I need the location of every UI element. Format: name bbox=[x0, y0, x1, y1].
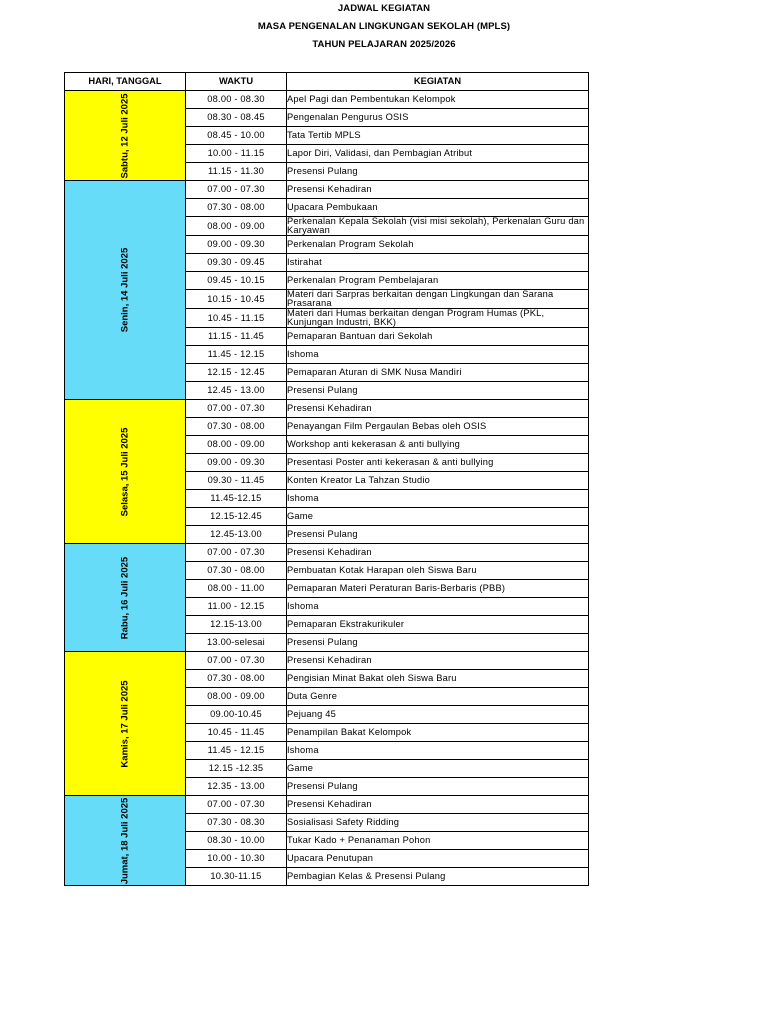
activity-cell: Presensi Kehadiran bbox=[287, 181, 589, 199]
activity-cell: Konten Kreator La Tahzan Studio bbox=[287, 472, 589, 490]
time-cell: 11.45-12.15 bbox=[186, 490, 287, 508]
time-cell: 12.45 - 13.00 bbox=[186, 382, 287, 400]
activity-cell: Presensi Kehadiran bbox=[287, 796, 589, 814]
time-cell: 10.00 - 10.30 bbox=[186, 850, 287, 868]
document-subtitle: MASA PENGENALAN LINGKUNGAN SEKOLAH (MPLS) bbox=[257, 21, 511, 32]
time-cell: 07.30 - 08.00 bbox=[186, 562, 287, 580]
time-cell: 08.00 - 09.00 bbox=[186, 436, 287, 454]
time-cell: 07.00 - 07.30 bbox=[186, 400, 287, 418]
time-cell: 12.15-12.45 bbox=[186, 508, 287, 526]
activity-cell: Upacara Penutupan bbox=[287, 850, 589, 868]
activity-cell: Game bbox=[287, 508, 589, 526]
time-cell: 08.00 - 09.00 bbox=[186, 688, 287, 706]
activity-cell: Pemaparan Materi Peraturan Baris-Berbaris (PBB) bbox=[287, 580, 589, 598]
table-row bbox=[65, 652, 589, 670]
day-cell bbox=[65, 400, 186, 544]
day-label: Senin, 14 Juli 2025 bbox=[119, 247, 131, 333]
activity-cell: Ishoma bbox=[287, 346, 589, 364]
time-cell: 09.45 - 10.15 bbox=[186, 272, 287, 290]
activity-cell: Duta Genre bbox=[287, 688, 589, 706]
time-cell: 07.00 - 07.30 bbox=[186, 181, 287, 199]
time-cell: 11.45 - 12.15 bbox=[186, 346, 287, 364]
table-row bbox=[65, 544, 589, 562]
activity-cell: Ishoma bbox=[287, 742, 589, 760]
time-cell: 08.30 - 08.45 bbox=[186, 109, 287, 127]
activity-cell: Game bbox=[287, 760, 589, 778]
time-cell: 10.30-11.15 bbox=[186, 868, 287, 886]
activity-cell: Materi dari Sarpras berkaitan dengan Lingkungan dan Sarana Prasarana bbox=[287, 290, 589, 309]
table-header-row bbox=[65, 73, 589, 91]
activity-cell: Presensi Pulang bbox=[287, 634, 589, 652]
activity-cell: Pemaparan Ekstrakurikuler bbox=[287, 616, 589, 634]
activity-cell: Presensi Pulang bbox=[287, 778, 589, 796]
table-row bbox=[65, 796, 589, 814]
activity-cell: Apel Pagi dan Pembentukan Kelompok bbox=[287, 91, 589, 109]
activity-cell: Presentasi Poster anti kekerasan & anti bullying bbox=[287, 454, 589, 472]
time-cell: 11.15 - 11.30 bbox=[186, 163, 287, 181]
time-cell: 10.45 - 11.45 bbox=[186, 724, 287, 742]
time-cell: 08.00 - 08.30 bbox=[186, 91, 287, 109]
activity-cell: Perkenalan Program Pembelajaran bbox=[287, 272, 589, 290]
day-cell bbox=[65, 544, 186, 652]
time-cell: 09.30 - 11.45 bbox=[186, 472, 287, 490]
activity-cell: Materi dari Humas berkaitan dengan Program Humas (PKL, Kunjungan Industri, BKK) bbox=[287, 309, 589, 328]
time-cell: 11.00 - 12.15 bbox=[186, 598, 287, 616]
day-label: Kamis, 17 Juli 2025 bbox=[119, 679, 131, 768]
time-cell: 07.00 - 07.30 bbox=[186, 796, 287, 814]
time-cell: 12.35 - 13.00 bbox=[186, 778, 287, 796]
time-cell: 10.15 - 10.45 bbox=[186, 290, 287, 309]
activity-cell: Workshop anti kekerasan & anti bullying bbox=[287, 436, 589, 454]
table-row bbox=[65, 181, 589, 199]
schedule-body bbox=[65, 91, 589, 886]
activity-cell: Pembuatan Kotak Harapan oleh Siswa Baru bbox=[287, 562, 589, 580]
time-cell: 07.00 - 07.30 bbox=[186, 544, 287, 562]
time-cell: 07.00 - 07.30 bbox=[186, 652, 287, 670]
time-cell: 09.00 - 09.30 bbox=[186, 454, 287, 472]
time-cell: 12.15 - 12.45 bbox=[186, 364, 287, 382]
activity-cell: Pengisian Minat Bakat oleh Siswa Baru bbox=[287, 670, 589, 688]
day-label: Rabu, 16 Juli 2025 bbox=[119, 556, 131, 639]
activity-cell: Penayangan Film Pergaulan Bebas oleh OSIS bbox=[287, 418, 589, 436]
activity-cell: Pembagian Kelas & Presensi Pulang bbox=[287, 868, 589, 886]
time-cell: 10.00 - 11.15 bbox=[186, 145, 287, 163]
time-cell: 08.30 - 10.00 bbox=[186, 832, 287, 850]
activity-cell: Pejuang 45 bbox=[287, 706, 589, 724]
header-day: HARI, TANGGAL bbox=[65, 73, 186, 91]
activity-cell: Sosialisasi Safety Ridding bbox=[287, 814, 589, 832]
day-cell bbox=[65, 181, 186, 400]
academic-year: TAHUN PELAJARAN 2025/2026 bbox=[312, 39, 456, 50]
time-cell: 12.15 -12.35 bbox=[186, 760, 287, 778]
time-cell: 09.30 - 09.45 bbox=[186, 254, 287, 272]
time-cell: 10.45 - 11.15 bbox=[186, 309, 287, 328]
activity-cell: Presensi Kehadiran bbox=[287, 652, 589, 670]
time-cell: 08.45 - 10.00 bbox=[186, 127, 287, 145]
schedule-table bbox=[64, 72, 589, 886]
table-row bbox=[65, 400, 589, 418]
time-cell: 07.30 - 08.30 bbox=[186, 814, 287, 832]
time-cell: 09.00-10.45 bbox=[186, 706, 287, 724]
activity-cell: Tata Tertib MPLS bbox=[287, 127, 589, 145]
activity-cell: Pemaparan Bantuan dari Sekolah bbox=[287, 328, 589, 346]
table-row bbox=[65, 91, 589, 109]
time-cell: 07.30 - 08.00 bbox=[186, 418, 287, 436]
day-label: Selasa, 15 Juli 2025 bbox=[119, 427, 131, 516]
time-cell: 07.30 - 08.00 bbox=[186, 199, 287, 217]
time-cell: 08.00 - 09.00 bbox=[186, 217, 287, 236]
time-cell: 11.45 - 12.15 bbox=[186, 742, 287, 760]
time-cell: 11.15 - 11.45 bbox=[186, 328, 287, 346]
activity-cell: Presensi Kehadiran bbox=[287, 544, 589, 562]
header-time: WAKTU bbox=[186, 73, 287, 91]
activity-cell: Tukar Kado + Penanaman Pohon bbox=[287, 832, 589, 850]
activity-cell: Pengenalan Pengurus OSIS bbox=[287, 109, 589, 127]
activity-cell: Presensi Pulang bbox=[287, 526, 589, 544]
activity-cell: Presensi Kehadiran bbox=[287, 400, 589, 418]
day-cell bbox=[65, 91, 186, 181]
time-cell: 08.00 - 11.00 bbox=[186, 580, 287, 598]
activity-cell: Presensi Pulang bbox=[287, 163, 589, 181]
time-cell: 07.30 - 08.00 bbox=[186, 670, 287, 688]
header-activity: KEGIATAN bbox=[287, 73, 589, 91]
day-cell bbox=[65, 652, 186, 796]
activity-cell: Upacara Pembukaan bbox=[287, 199, 589, 217]
day-label: Sabtu, 12 Juli 2025 bbox=[119, 92, 131, 179]
time-cell: 09.00 - 09.30 bbox=[186, 236, 287, 254]
activity-cell: Perkenalan Kepala Sekolah (visi misi sekolah), Perkenalan Guru dan Karyawan bbox=[287, 217, 589, 236]
activity-cell: Presensi Pulang bbox=[287, 382, 589, 400]
activity-cell: Ishoma bbox=[287, 598, 589, 616]
document-title: JADWAL KEGIATAN bbox=[337, 3, 431, 14]
activity-cell: Ishoma bbox=[287, 490, 589, 508]
activity-cell: Pemaparan Aturan di SMK Nusa Mandiri bbox=[287, 364, 589, 382]
activity-cell: Lapor Diri, Validasi, dan Pembagian Atribut bbox=[287, 145, 589, 163]
time-cell: 12.45-13.00 bbox=[186, 526, 287, 544]
activity-cell: Penampilan Bakat Kelompok bbox=[287, 724, 589, 742]
time-cell: 12.15-13.00 bbox=[186, 616, 287, 634]
day-label: Jumat, 18 Juli 2025 bbox=[119, 797, 131, 884]
activity-cell: Perkenalan Program Sekolah bbox=[287, 236, 589, 254]
activity-cell: Istirahat bbox=[287, 254, 589, 272]
day-cell bbox=[65, 796, 186, 886]
time-cell: 13.00-selesai bbox=[186, 634, 287, 652]
